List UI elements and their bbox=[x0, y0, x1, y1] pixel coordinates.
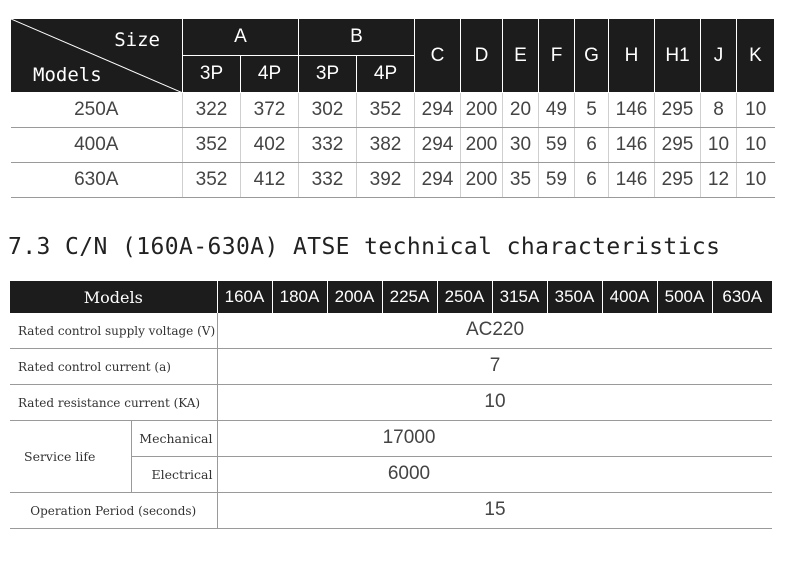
rating-400A: 400A bbox=[602, 281, 657, 313]
section-heading: 7.3 C/N (160A-630A) ATSE technical characteristics bbox=[8, 234, 721, 260]
dimension-cell: 146 bbox=[609, 128, 655, 163]
rating-180A: 180A bbox=[272, 281, 327, 313]
dimension-cell: 352 bbox=[183, 163, 241, 198]
resistance-current-label: Rated resistance current (KA) bbox=[10, 385, 217, 421]
dimension-cell: 6 bbox=[575, 163, 609, 198]
dimension-cell: 30 bbox=[503, 128, 539, 163]
dimension-cell: 200 bbox=[461, 93, 503, 128]
rating-350A: 350A bbox=[547, 281, 602, 313]
service-life-label: Service life bbox=[10, 421, 131, 493]
dimension-cell: 59 bbox=[539, 163, 575, 198]
dimension-cell: 10 bbox=[737, 128, 775, 163]
dimension-cell: 382 bbox=[357, 128, 415, 163]
rating-250A: 250A bbox=[437, 281, 492, 313]
dimension-cell: 392 bbox=[357, 163, 415, 198]
dimension-cell: 146 bbox=[609, 163, 655, 198]
dimension-cell: 10 bbox=[737, 163, 775, 198]
voltage-value: AC220 bbox=[465, 319, 525, 340]
electrical-label: Electrical bbox=[131, 457, 217, 493]
table-row-operation-period bbox=[10, 493, 772, 529]
dimension-cell: 295 bbox=[655, 93, 701, 128]
dimension-cell: 302 bbox=[299, 93, 357, 128]
dimension-cell: 402 bbox=[241, 128, 299, 163]
table-row bbox=[11, 163, 775, 198]
size-label: Size bbox=[114, 29, 160, 51]
model-cell: 630A bbox=[11, 163, 183, 198]
operation-period-label: Operation Period (seconds) bbox=[10, 493, 217, 529]
header-H: H bbox=[609, 19, 655, 93]
header-C: C bbox=[415, 19, 461, 93]
size-models-corner-header bbox=[11, 19, 183, 93]
header-F: F bbox=[539, 19, 575, 93]
dimension-cell: 200 bbox=[461, 163, 503, 198]
header-D: D bbox=[461, 19, 503, 93]
dimension-cell: 294 bbox=[415, 93, 461, 128]
table-row-voltage bbox=[10, 313, 772, 349]
dimension-cell: 5 bbox=[575, 93, 609, 128]
dimension-cell: 332 bbox=[299, 128, 357, 163]
dimension-cell: 10 bbox=[701, 128, 737, 163]
dimension-cell: 412 bbox=[241, 163, 299, 198]
rating-200A: 200A bbox=[327, 281, 382, 313]
rating-630A: 630A bbox=[712, 281, 772, 313]
header-J: J bbox=[701, 19, 737, 93]
dimension-cell: 352 bbox=[183, 128, 241, 163]
rating-225A: 225A bbox=[382, 281, 437, 313]
header-B-4P: 4P bbox=[357, 56, 415, 93]
header-A-4P: 4P bbox=[241, 56, 299, 93]
technical-characteristics-table bbox=[10, 281, 772, 529]
dimension-cell: 6 bbox=[575, 128, 609, 163]
control-current-value: 7 bbox=[489, 355, 501, 376]
dimension-cell: 352 bbox=[357, 93, 415, 128]
dimension-cell: 49 bbox=[539, 93, 575, 128]
rating-315A: 315A bbox=[492, 281, 547, 313]
dimension-cell: 20 bbox=[503, 93, 539, 128]
dimension-cell: 332 bbox=[299, 163, 357, 198]
dimension-cell: 12 bbox=[701, 163, 737, 198]
control-current-label: Rated control current (a) bbox=[10, 349, 217, 385]
dimension-table bbox=[10, 18, 775, 198]
mechanical-value: 17000 bbox=[382, 427, 436, 448]
header-B-3P: 3P bbox=[299, 56, 357, 93]
resistance-current-value: 10 bbox=[484, 391, 506, 412]
dimension-cell: 146 bbox=[609, 93, 655, 128]
electrical-value: 6000 bbox=[387, 463, 431, 484]
voltage-label: Rated control supply voltage (V) bbox=[10, 313, 217, 349]
header-A-3P: 3P bbox=[183, 56, 241, 93]
models-label: Models bbox=[33, 64, 102, 86]
table-row bbox=[11, 128, 775, 163]
dimension-table-body bbox=[11, 93, 775, 198]
dimension-cell: 295 bbox=[655, 128, 701, 163]
model-cell: 250A bbox=[11, 93, 183, 128]
header-G: G bbox=[575, 19, 609, 93]
dimension-cell: 59 bbox=[539, 128, 575, 163]
dimension-cell: 200 bbox=[461, 128, 503, 163]
dimension-cell: 10 bbox=[737, 93, 775, 128]
rating-500A: 500A bbox=[657, 281, 712, 313]
dimension-cell: 295 bbox=[655, 163, 701, 198]
model-cell: 400A bbox=[11, 128, 183, 163]
dimension-cell: 294 bbox=[415, 128, 461, 163]
operation-period-value: 15 bbox=[484, 499, 506, 520]
mechanical-label: Mechanical bbox=[131, 421, 217, 457]
dimension-cell: 35 bbox=[503, 163, 539, 198]
table-row-control-current bbox=[10, 349, 772, 385]
table-row-mechanical bbox=[10, 421, 772, 457]
table-row-resistance-current bbox=[10, 385, 772, 421]
header-E: E bbox=[503, 19, 539, 93]
header-K: K bbox=[737, 19, 775, 93]
header-B: B bbox=[299, 19, 415, 56]
dimension-cell: 372 bbox=[241, 93, 299, 128]
dimension-cell: 294 bbox=[415, 163, 461, 198]
models-header: Models bbox=[10, 281, 217, 313]
table-row bbox=[11, 93, 775, 128]
dimension-cell: 322 bbox=[183, 93, 241, 128]
header-A: A bbox=[183, 19, 299, 56]
rating-160A: 160A bbox=[217, 281, 272, 313]
dimension-cell: 8 bbox=[701, 93, 737, 128]
header-H1: H1 bbox=[655, 19, 701, 93]
